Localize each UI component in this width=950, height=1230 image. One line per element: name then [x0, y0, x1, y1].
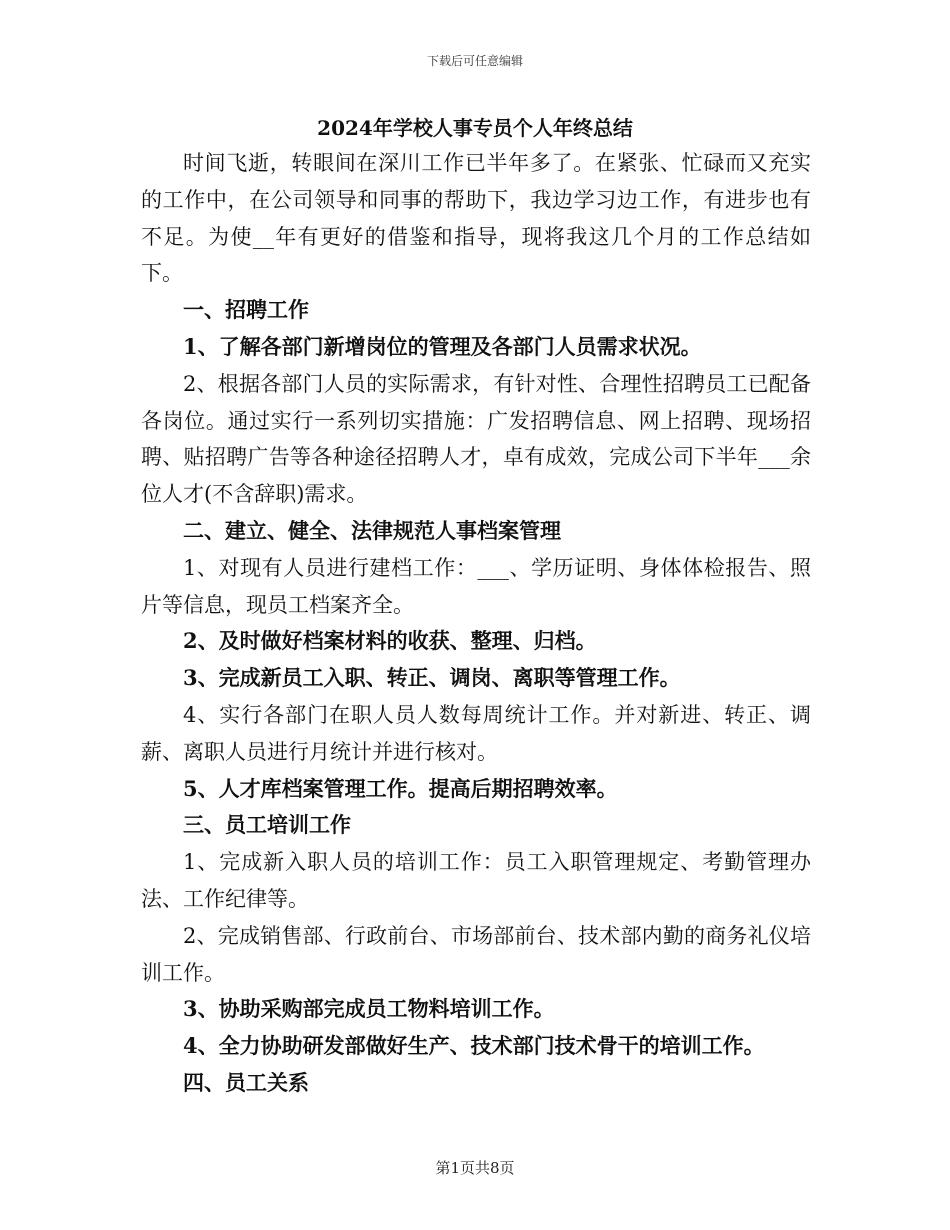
archives-item-5: 5、人才库档案管理工作。提高后期招聘效率。 — [183, 775, 618, 801]
section-heading-training: 三、员工培训工作 — [183, 812, 351, 838]
archives-item-3: 3、完成新员工入职、转正、调岗、离职等管理工作。 — [183, 665, 681, 691]
archives-item-1: 1、对现有人员进行建档工作：___、学历证明、身体体检报告、照片等信息，现员工档案齐全。 — [141, 555, 811, 617]
section-heading-relations: 四、员工关系 — [183, 1069, 309, 1095]
training-item-3: 3、协助采购部完成员工物料培训工作。 — [183, 996, 555, 1022]
section-heading-archives: 二、建立、健全、法律规范人事档案管理 — [183, 517, 561, 543]
page-header: 下载后可任意编辑 — [426, 54, 523, 68]
section-heading-recruitment: 一、招聘工作 — [183, 297, 309, 323]
training-item-2: 2、完成销售部、行政前台、市场部前台、技术部内勤的商务礼仪培训工作。 — [141, 923, 811, 985]
page-footer: 第1页共8页 — [435, 1159, 515, 1177]
intro-paragraph: 时间飞逝，转眼间在深川工作已半年多了。在紧张、忙碌而又充实的工作中，在公司领导和同事的帮助下，我边学习边工作，有进步也有不足。为使__年有更好的借鉴和指导，现将我这几个月的工作总结如下。 — [141, 151, 811, 286]
training-item-1: 1、完成新入职人员的培训工作：员工入职管理规定、考勤管理办法、工作纪律等。 — [141, 850, 811, 911]
recruitment-item-2: 2、根据各部门人员的实际需求，有针对性、合理性招聘员工已配备各岗位。通过实行一系列切实措施：广发招聘信息、网上招聘、现场招聘、贴招聘广告等各种途径招聘人才，卓有成效，完成公司下半年___余位人才(不含辞职)需求。 — [141, 371, 811, 507]
archives-item-2: 2、及时做好档案材料的收获、整理、归档。 — [183, 628, 597, 654]
recruitment-item-1: 1、了解各部门新增岗位的管理及各部门人员需求状况。 — [183, 333, 702, 359]
document-title: 2024年学校人事专员个人年终总结 — [317, 116, 633, 140]
document-body — [141, 145, 811, 1102]
archives-item-4: 4、实行各部门在职人员人数每周统计工作。并对新进、转正、调薪、离职人员进行月统计并进行核对。 — [141, 702, 811, 764]
training-item-4: 4、全力协助研发部做好生产、技术部门技术骨干的培训工作。 — [183, 1033, 765, 1059]
